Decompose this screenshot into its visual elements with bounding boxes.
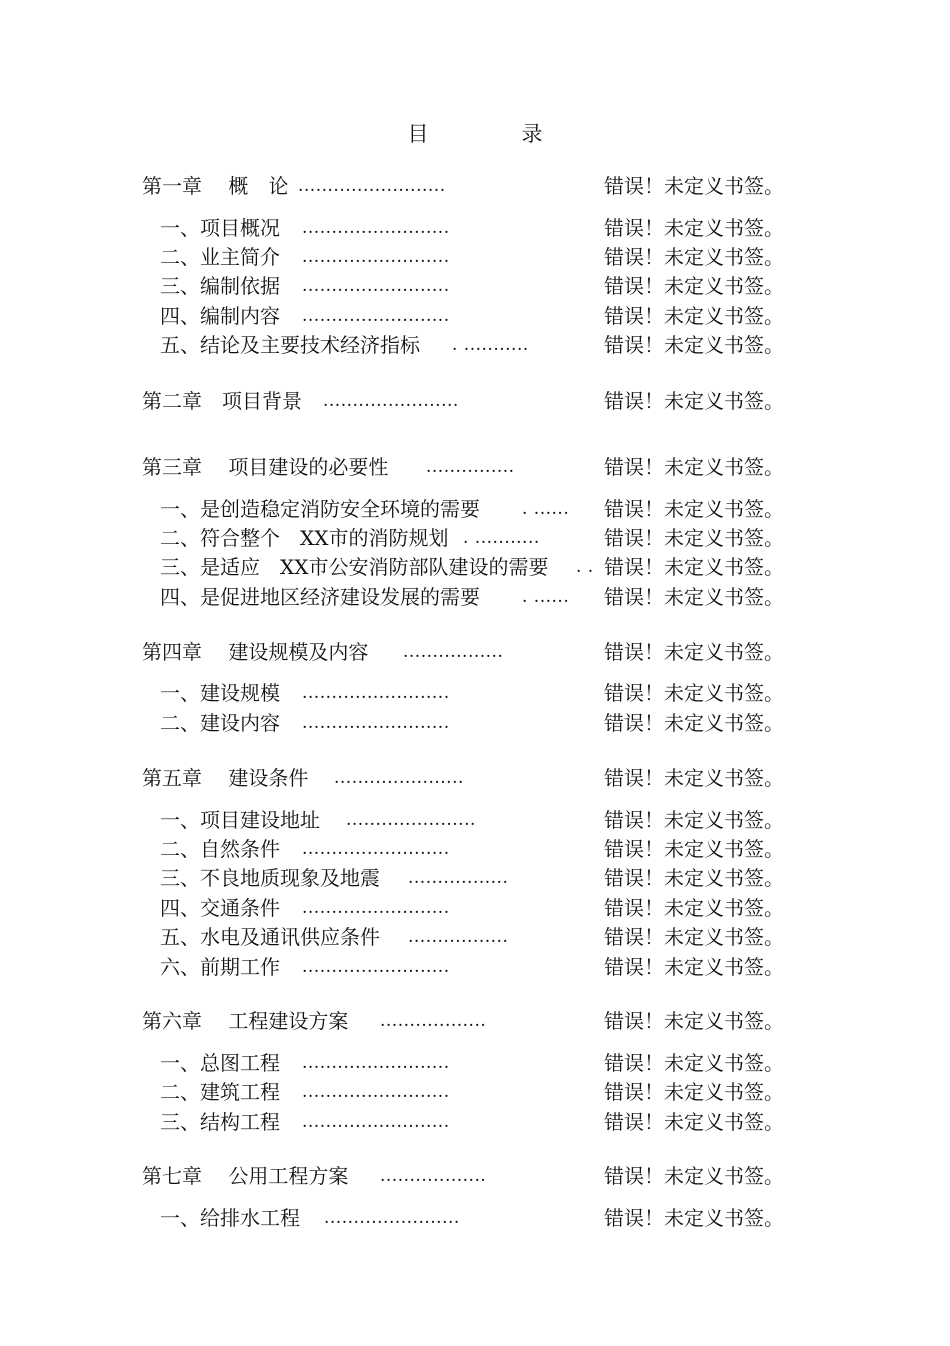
toc-entry-section[interactable] — [160, 524, 784, 552]
toc-leader-dots: ......................... — [302, 218, 450, 238]
toc-leader-dots: . ...... — [522, 587, 570, 607]
toc-leader-dots: ......................... — [302, 306, 450, 326]
toc-entry-label: 二、业主简介 — [160, 245, 280, 269]
toc-leader-dots: . ........... — [463, 528, 540, 548]
toc-leader-dots: ......................... — [302, 1082, 450, 1102]
toc-entry-chapter[interactable] — [142, 638, 784, 666]
toc-page-ref: 错误！未定义书签。 — [604, 455, 784, 479]
toc-entry-section[interactable] — [160, 302, 784, 330]
toc-page-ref: 错误！未定义书签。 — [604, 1051, 784, 1075]
toc-entry-section[interactable] — [160, 272, 784, 300]
toc-entry-label: 第二章 项目背景 — [142, 389, 302, 413]
toc-entry-label: 第六章 工程建设方案 — [142, 1009, 349, 1033]
toc-leader-dots: ......................... — [298, 176, 446, 196]
toc-leader-dots: ................. — [408, 927, 509, 947]
toc-entry-label: 三、不良地质现象及地震 — [160, 866, 380, 890]
toc-entry-section[interactable] — [160, 553, 784, 581]
toc-page-ref: 错误！未定义书签。 — [604, 389, 784, 413]
toc-entry-label: 一、项目概况 — [160, 216, 280, 240]
toc-entry-label: 三、是适应 XX市公安消防部队建设的需要 — [160, 555, 549, 579]
toc-entry-label: 一、总图工程 — [160, 1051, 280, 1075]
toc-page-ref: 错误！未定义书签。 — [604, 174, 784, 198]
toc-page-ref: 错误！未定义书签。 — [604, 1080, 784, 1104]
toc-page-ref: 错误！未定义书签。 — [604, 333, 784, 357]
toc-leader-dots: ......................... — [302, 1112, 450, 1132]
toc-page-ref: 错误！未定义书签。 — [604, 837, 784, 861]
toc-entry-section[interactable] — [160, 923, 784, 951]
toc-page-ref: 错误！未定义书签。 — [604, 955, 784, 979]
toc-entry-label: 第三章 项目建设的必要性 — [142, 455, 389, 479]
toc-leader-dots: ................. — [408, 868, 509, 888]
toc-entry-section[interactable] — [160, 1204, 784, 1232]
toc-page-ref: 错误！未定义书签。 — [604, 925, 784, 949]
toc-page-ref: 错误！未定义书签。 — [604, 1206, 784, 1230]
toc-page-ref: 错误！未定义书签。 — [604, 585, 784, 609]
toc-leader-dots: ......................... — [302, 839, 450, 859]
toc-entry-label: 二、符合整个 XX市的消防规划 — [160, 526, 449, 550]
toc-entry-section[interactable] — [160, 495, 784, 523]
toc-entry-chapter[interactable] — [142, 172, 784, 200]
toc-entry-label: 五、结论及主要技术经济指标 — [160, 333, 420, 357]
toc-entry-section[interactable] — [160, 1078, 784, 1106]
toc-entry-section[interactable] — [160, 806, 784, 834]
toc-leader-dots: ....................... — [323, 391, 459, 411]
toc-page-ref: 错误！未定义书签。 — [604, 497, 784, 521]
toc-page-ref: 错误！未定义书签。 — [604, 1110, 784, 1134]
toc-page-ref: 错误！未定义书签。 — [604, 245, 784, 269]
toc-entry-label: 一、是创造稳定消防安全环境的需要 — [160, 497, 480, 521]
toc-leader-dots: ......................... — [302, 957, 450, 977]
toc-entry-label: 一、项目建设地址 — [160, 808, 320, 832]
toc-page-ref: 错误！未定义书签。 — [604, 274, 784, 298]
toc-entry-chapter[interactable] — [142, 1007, 784, 1035]
toc-page-ref: 错误！未定义书签。 — [604, 681, 784, 705]
toc-leader-dots: ......................... — [302, 247, 450, 267]
toc-entry-section[interactable] — [160, 835, 784, 863]
toc-page-ref: 错误！未定义书签。 — [604, 555, 784, 579]
toc-leader-dots: . . — [576, 557, 594, 577]
toc-page-ref: 错误！未定义书签。 — [604, 1164, 784, 1188]
toc-entry-section[interactable] — [160, 1108, 784, 1136]
toc-entry-section[interactable] — [160, 864, 784, 892]
toc-leader-dots: ......................... — [302, 713, 450, 733]
toc-leader-dots: ......................... — [302, 1053, 450, 1073]
toc-entry-label: 第四章 建设规模及内容 — [142, 640, 369, 664]
toc-leader-dots: ................. — [403, 642, 504, 662]
toc-leader-dots: ...................... — [346, 810, 476, 830]
toc-entry-label: 四、是促进地区经济建设发展的需要 — [160, 585, 480, 609]
toc-entry-label: 一、给排水工程 — [160, 1206, 300, 1230]
toc-leader-dots: ...................... — [334, 768, 464, 788]
toc-entry-section[interactable] — [160, 679, 784, 707]
toc-entry-chapter[interactable] — [142, 1162, 784, 1190]
toc-title: 目 录 — [407, 122, 579, 146]
toc-entry-label: 四、交通条件 — [160, 896, 280, 920]
toc-entry-label: 四、编制内容 — [160, 304, 280, 328]
toc-page-ref: 错误！未定义书签。 — [604, 304, 784, 328]
toc-page-ref: 错误！未定义书签。 — [604, 896, 784, 920]
toc-page-ref: 错误！未定义书签。 — [604, 640, 784, 664]
toc-entry-section[interactable] — [160, 953, 784, 981]
toc-leader-dots: . ...... — [522, 499, 570, 519]
toc-entry-section[interactable] — [160, 894, 784, 922]
toc-entry-label: 二、建设内容 — [160, 711, 280, 735]
toc-entry-section[interactable] — [160, 583, 784, 611]
toc-entry-chapter[interactable] — [142, 453, 784, 481]
toc-entry-chapter[interactable] — [142, 764, 784, 792]
toc-entry-label: 一、建设规模 — [160, 681, 280, 705]
toc-page-ref: 错误！未定义书签。 — [604, 766, 784, 790]
toc-entry-section[interactable] — [160, 1049, 784, 1077]
toc-entry-label: 第五章 建设条件 — [142, 766, 309, 790]
toc-leader-dots: . ........... — [452, 335, 529, 355]
toc-entry-label: 六、前期工作 — [160, 955, 280, 979]
toc-entry-section[interactable] — [160, 709, 784, 737]
toc-entry-label: 二、建筑工程 — [160, 1080, 280, 1104]
toc-leader-dots: ......................... — [302, 898, 450, 918]
toc-leader-dots: ....................... — [324, 1208, 460, 1228]
toc-page-ref: 错误！未定义书签。 — [604, 866, 784, 890]
toc-entry-label: 第七章 公用工程方案 — [142, 1164, 349, 1188]
toc-entry-section[interactable] — [160, 214, 784, 242]
toc-entry-label: 第一章 概 论 — [142, 174, 289, 198]
toc-page-ref: 错误！未定义书签。 — [604, 711, 784, 735]
toc-entry-label: 三、结构工程 — [160, 1110, 280, 1134]
toc-leader-dots: ............... — [426, 457, 515, 477]
toc-page-ref: 错误！未定义书签。 — [604, 216, 784, 240]
toc-leader-dots: .................. — [380, 1011, 487, 1031]
toc-page-ref: 错误！未定义书签。 — [604, 526, 784, 550]
toc-page-ref: 错误！未定义书签。 — [604, 1009, 784, 1033]
toc-entry-label: 二、自然条件 — [160, 837, 280, 861]
toc-entry-label: 五、水电及通讯供应条件 — [160, 925, 380, 949]
toc-page-ref: 错误！未定义书签。 — [604, 808, 784, 832]
toc-entry-chapter[interactable] — [142, 387, 784, 415]
toc-leader-dots: .................. — [380, 1166, 487, 1186]
toc-leader-dots: ......................... — [302, 683, 450, 703]
toc-entry-section[interactable] — [160, 243, 784, 271]
toc-entry-label: 三、编制依据 — [160, 274, 280, 298]
toc-leader-dots: ......................... — [302, 276, 450, 296]
toc-entry-section[interactable] — [160, 331, 784, 359]
